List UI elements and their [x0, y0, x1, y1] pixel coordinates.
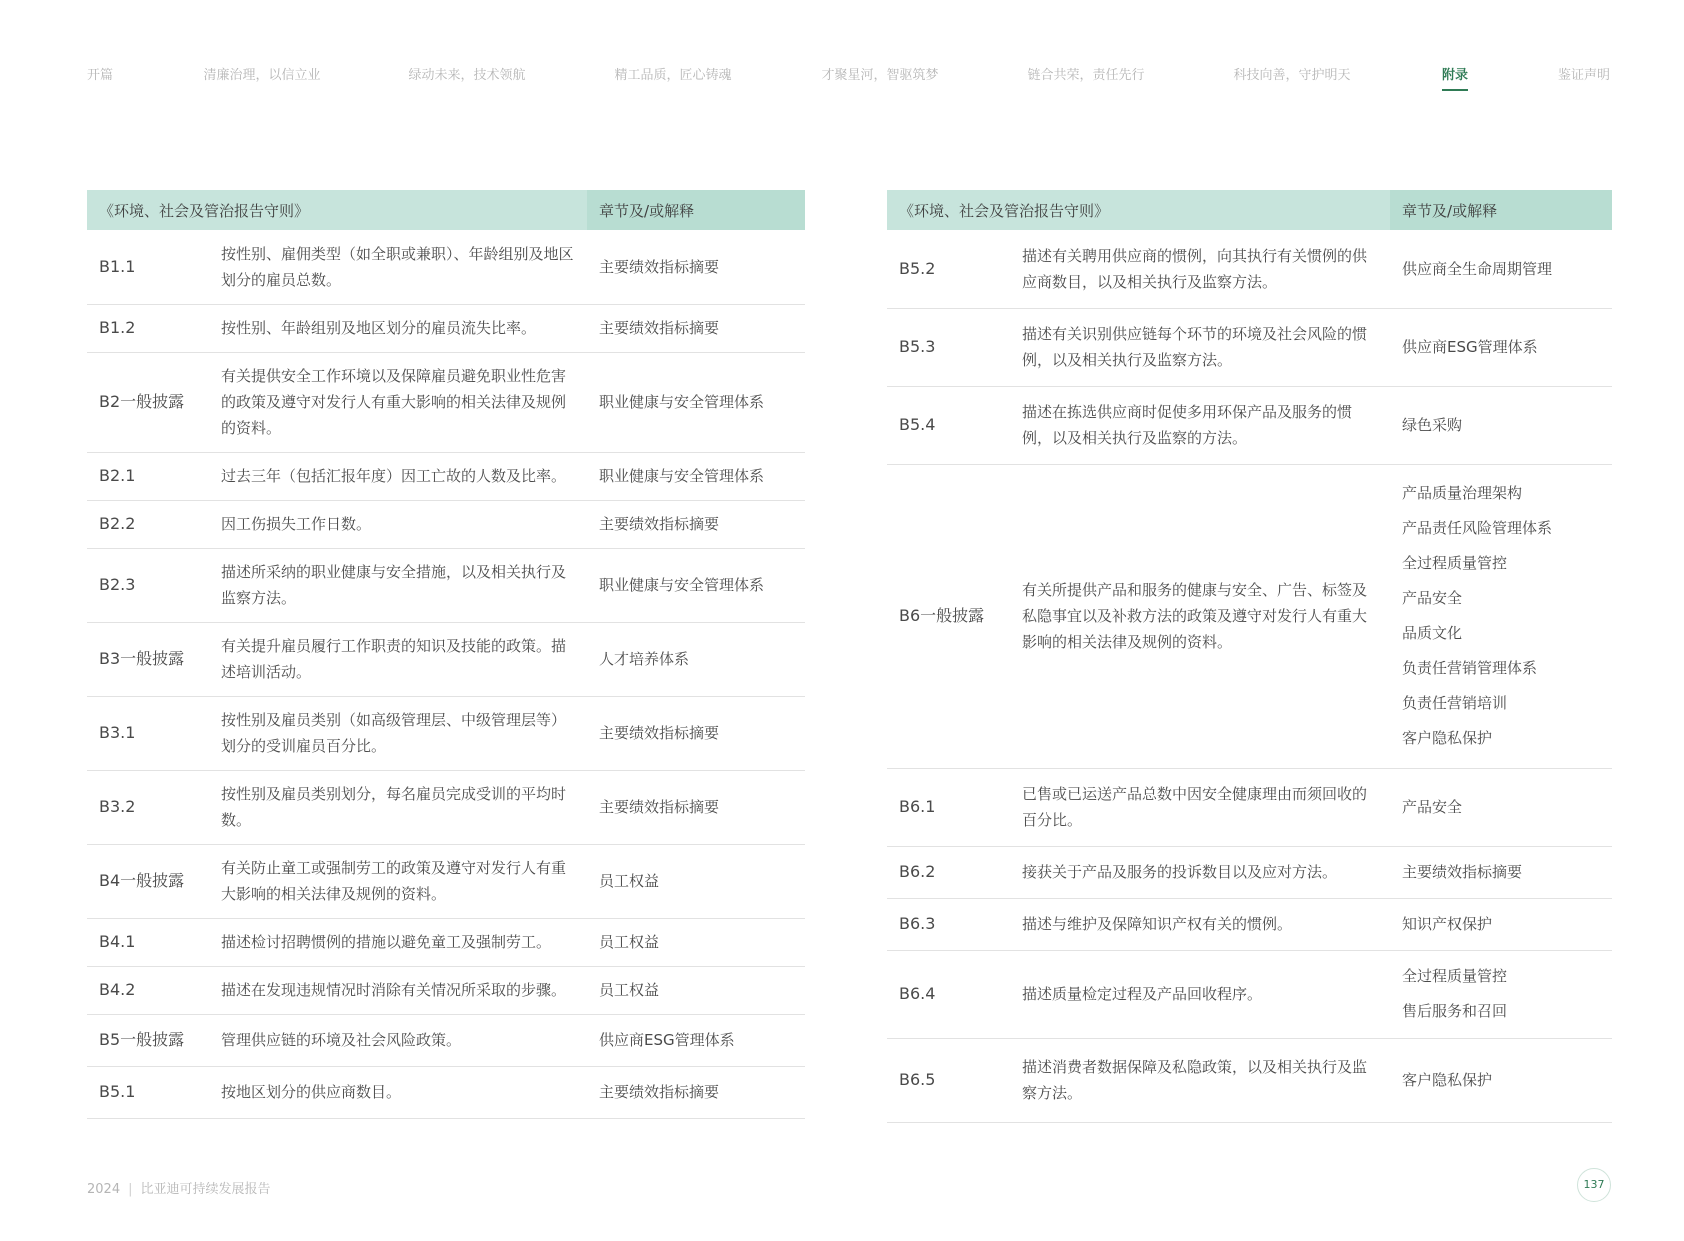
esg-index-table-left: [87, 190, 805, 1119]
row-chapter: 员工权益: [587, 844, 805, 918]
table-row: [887, 386, 1612, 464]
row-chapter: 知识产权保护: [1390, 898, 1612, 950]
row-desc: 描述在拣选供应商时促使多用环保产品及服务的惯例，以及相关执行及监察的方法。: [1022, 386, 1390, 464]
row-code: B4.2: [87, 966, 221, 1014]
nav-item-opening[interactable]: 开篇: [87, 68, 114, 83]
row-code: B6.1: [887, 768, 1022, 846]
row-desc: 描述在发现违规情况时消除有关情况所采取的步骤。: [221, 966, 587, 1014]
row-chapter: 职业健康与安全管理体系: [587, 352, 805, 452]
row-code: B1.1: [87, 230, 221, 304]
section-nav: [87, 64, 1610, 94]
row-chapter: 产品安全: [1390, 768, 1612, 846]
table-row: [87, 548, 805, 622]
chapter-item: 产品质量治理架构: [1402, 484, 1523, 502]
row-desc: 描述有关聘用供应商的惯例，向其执行有关惯例的供应商数目，以及相关执行及监察方法。: [1022, 230, 1390, 308]
table-row: [887, 846, 1612, 898]
row-code: B6一般披露: [887, 464, 1022, 768]
row-chapter: 供应商ESG管理体系: [587, 1014, 805, 1066]
page-number: 137: [1577, 1168, 1611, 1202]
row-chapter: 主要绩效指标摘要: [587, 770, 805, 844]
chapter-item: 售后服务和召回: [1402, 1002, 1508, 1020]
row-desc: 按性别、雇佣类型（如全职或兼职）、年龄组别及地区划分的雇员总数。: [221, 230, 587, 304]
row-code: B5一般披露: [87, 1014, 221, 1066]
row-desc: 按性别及雇员类别（如高级管理层、中级管理层等）划分的受训雇员百分比。: [221, 696, 587, 770]
row-code: B6.2: [887, 846, 1022, 898]
chapter-item: 全过程质量管控: [1402, 554, 1508, 572]
row-desc: 过去三年（包括汇报年度）因工亡故的人数及比率。: [221, 452, 587, 500]
table-header-row: [87, 190, 805, 230]
row-desc: 按性别及雇员类别划分，每名雇员完成受训的平均时数。: [221, 770, 587, 844]
row-chapter: 员工权益: [587, 918, 805, 966]
row-desc: 描述有关识别供应链每个环节的环境及社会风险的惯例，以及相关执行及监察方法。: [1022, 308, 1390, 386]
row-code: B6.5: [887, 1038, 1022, 1122]
row-code: B2.3: [87, 548, 221, 622]
table-row: [87, 622, 805, 696]
row-code: B4一般披露: [87, 844, 221, 918]
esg-index-table-right: [887, 190, 1612, 1123]
row-chapter-list: [1390, 950, 1612, 1038]
table-row: [887, 230, 1612, 308]
row-code: B5.1: [87, 1066, 221, 1118]
row-chapter: 员工权益: [587, 966, 805, 1014]
row-code: B2一般披露: [87, 352, 221, 452]
nav-item-green-tech[interactable]: 绿动未来，技术领航: [408, 68, 526, 83]
row-chapter: 供应商ESG管理体系: [1390, 308, 1612, 386]
table-row: [87, 352, 805, 452]
row-desc: 已售或已运送产品总数中因安全健康理由而须回收的百分比。: [1022, 768, 1390, 846]
row-desc: 描述与维护及保障知识产权有关的惯例。: [1022, 898, 1390, 950]
row-code: B5.3: [887, 308, 1022, 386]
chapter-item: 全过程质量管控: [1402, 967, 1508, 985]
row-desc: 按地区划分的供应商数目。: [221, 1066, 587, 1118]
table-row: [87, 918, 805, 966]
header-chapter: 章节及/或解释: [587, 190, 805, 230]
nav-item-appendix[interactable]: 附录: [1442, 64, 1468, 91]
table-row: [87, 770, 805, 844]
row-code: B6.4: [887, 950, 1022, 1038]
row-code: B6.3: [887, 898, 1022, 950]
chapter-item: 产品责任风险管理体系: [1402, 519, 1553, 537]
nav-item-quality[interactable]: 精工品质，匠心铸魂: [614, 68, 732, 83]
row-chapter: 职业健康与安全管理体系: [587, 452, 805, 500]
table-row: [87, 696, 805, 770]
table-row: [87, 304, 805, 352]
row-code: B5.4: [887, 386, 1022, 464]
row-desc: 有关提升雇员履行工作职责的知识及技能的政策。描述培训活动。: [221, 622, 587, 696]
row-chapter: 人才培养体系: [587, 622, 805, 696]
footer-report-title: [87, 1178, 271, 1197]
row-desc: 按性别、年龄组别及地区划分的雇员流失比率。: [221, 304, 587, 352]
row-code: B3一般披露: [87, 622, 221, 696]
nav-item-assurance[interactable]: 鉴证声明: [1557, 68, 1610, 83]
row-code: B1.2: [87, 304, 221, 352]
table-row: [887, 768, 1612, 846]
row-chapter: 主要绩效指标摘要: [587, 696, 805, 770]
row-chapter: 供应商全生命周期管理: [1390, 230, 1612, 308]
table-row: [887, 950, 1612, 1038]
row-code: B3.2: [87, 770, 221, 844]
nav-item-governance[interactable]: 清廉治理，以信立业: [203, 68, 321, 83]
table-row: [887, 308, 1612, 386]
row-code: B2.2: [87, 500, 221, 548]
table-row: [887, 464, 1612, 768]
row-chapter: 绿色采购: [1390, 386, 1612, 464]
header-guide: 《环境、社会及管治报告守则》: [87, 190, 587, 230]
row-chapter: 主要绩效指标摘要: [587, 230, 805, 304]
row-chapter: 客户隐私保护: [1390, 1038, 1612, 1122]
nav-item-supply-chain[interactable]: 链合共荣，责任先行: [1027, 68, 1145, 83]
chapter-item: 客户隐私保护: [1402, 729, 1493, 747]
row-chapter: 职业健康与安全管理体系: [587, 548, 805, 622]
table-row: [87, 230, 805, 304]
footer-title: 比亚迪可持续发展报告: [140, 1182, 271, 1197]
row-desc: 描述消费者数据保障及私隐政策，以及相关执行及监察方法。: [1022, 1038, 1390, 1122]
row-code: B4.1: [87, 918, 221, 966]
table-header-row: [887, 190, 1612, 230]
chapter-item: 负责任营销培训: [1402, 694, 1508, 712]
nav-item-talent[interactable]: 才聚星河，智驱筑梦: [821, 68, 939, 83]
table-row: [887, 898, 1612, 950]
row-chapter: 主要绩效指标摘要: [587, 304, 805, 352]
row-chapter: 主要绩效指标摘要: [587, 1066, 805, 1118]
footer-divider: |: [128, 1182, 133, 1197]
row-code: B5.2: [887, 230, 1022, 308]
table-row: [87, 1066, 805, 1118]
row-desc: 有关防止童工或强制劳工的政策及遵守对发行人有重大影响的相关法律及规例的资料。: [221, 844, 587, 918]
header-guide: 《环境、社会及管治报告守则》: [887, 190, 1390, 230]
row-chapter: 主要绩效指标摘要: [1390, 846, 1612, 898]
row-desc: 接获关于产品及服务的投诉数目以及应对方法。: [1022, 846, 1390, 898]
row-chapter: 主要绩效指标摘要: [587, 500, 805, 548]
table-row: [87, 966, 805, 1014]
row-desc: 有关所提供产品和服务的健康与安全、广告、标签及私隐事宜以及补救方法的政策及遵守对发行人有重大影响的相关法律及规例的资料。: [1022, 464, 1390, 768]
chapter-item: 品质文化: [1402, 624, 1463, 642]
table-row: [87, 1014, 805, 1066]
row-desc: 有关提供安全工作环境以及保障雇员避免职业性危害的政策及遵守对发行人有重大影响的相关法律及规例的资料。: [221, 352, 587, 452]
row-code: B2.1: [87, 452, 221, 500]
chapter-item: 产品安全: [1402, 589, 1463, 607]
row-desc: 描述检讨招聘惯例的措施以避免童工及强制劳工。: [221, 918, 587, 966]
row-desc: 管理供应链的环境及社会风险政策。: [221, 1014, 587, 1066]
row-chapter-list: [1390, 464, 1612, 768]
row-desc: 描述质量检定过程及产品回收程序。: [1022, 950, 1390, 1038]
table-row: [87, 500, 805, 548]
footer-year: 2024: [87, 1182, 121, 1197]
row-code: B3.1: [87, 696, 221, 770]
row-desc: 因工伤损失工作日数。: [221, 500, 587, 548]
chapter-item: 负责任营销管理体系: [1402, 659, 1538, 677]
table-row: [87, 452, 805, 500]
nav-item-tech-for-good[interactable]: 科技向善，守护明天: [1233, 68, 1351, 83]
header-chapter: 章节及/或解释: [1390, 190, 1612, 230]
table-row: [87, 844, 805, 918]
row-desc: 描述所采纳的职业健康与安全措施，以及相关执行及监察方法。: [221, 548, 587, 622]
table-row: [887, 1038, 1612, 1122]
